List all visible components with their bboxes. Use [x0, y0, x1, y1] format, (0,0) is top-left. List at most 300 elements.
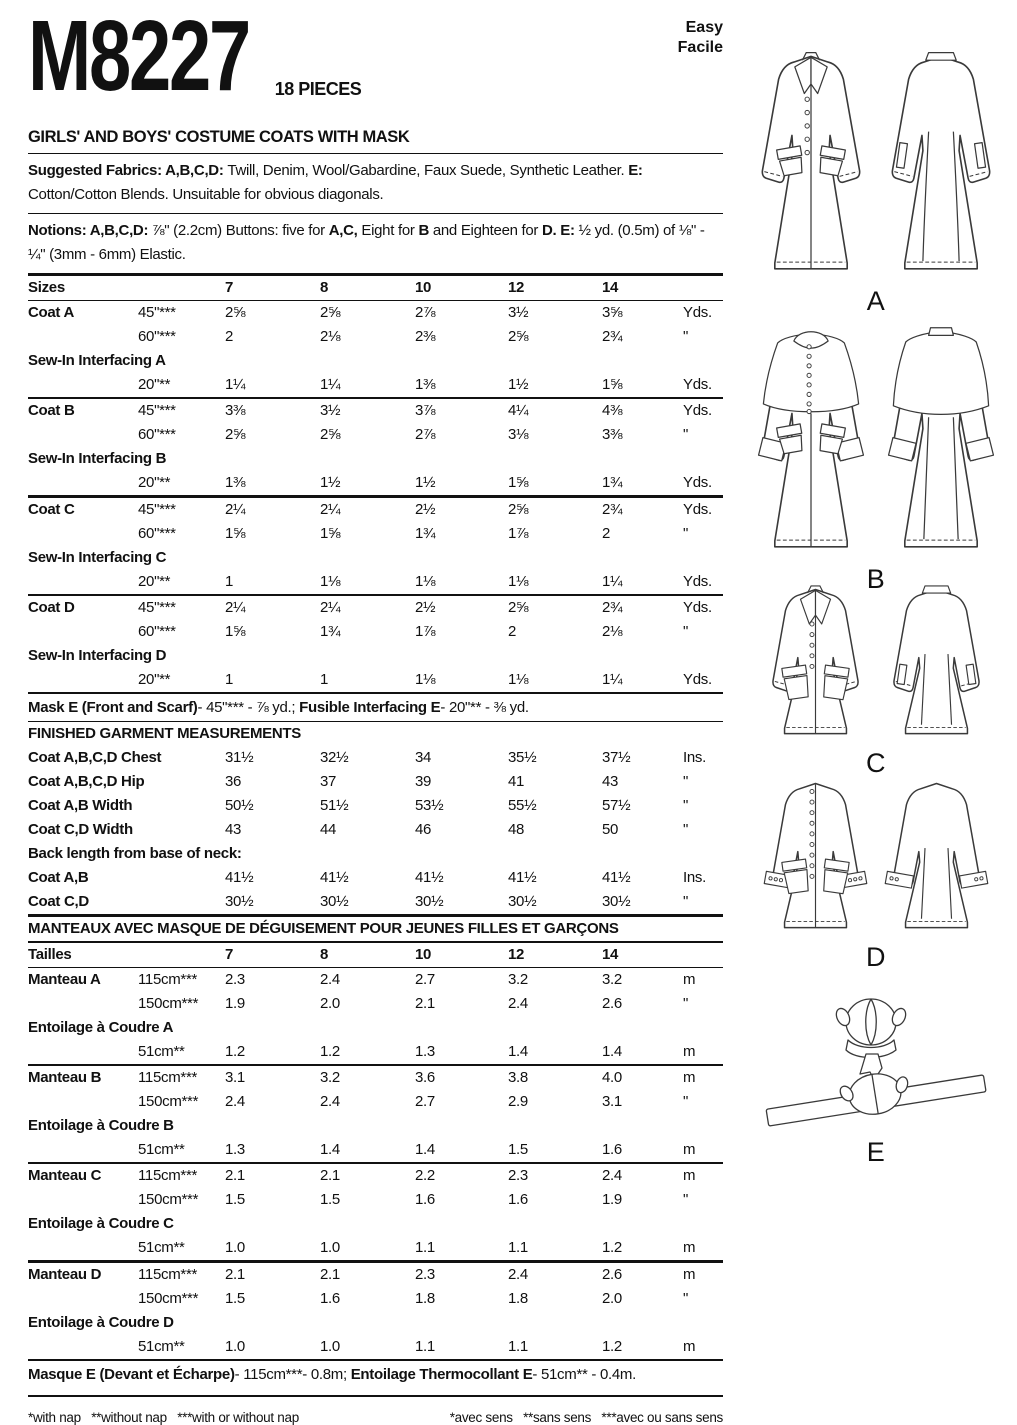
size-value: 3½: [508, 304, 529, 322]
table-data-row: [28, 746, 723, 770]
table-data-row: [28, 471, 723, 495]
size-value: 3.8: [508, 1069, 528, 1087]
size-value: 8: [320, 945, 329, 963]
size-value: 1.6: [602, 1141, 622, 1159]
size-value: 1.5: [508, 1141, 528, 1159]
fabric-width: 20"**: [138, 376, 171, 394]
row-label: Coat C: [28, 500, 75, 518]
size-value: 3.2: [602, 970, 622, 988]
masthead: [28, 0, 723, 114]
size-value: 41½: [320, 869, 349, 887]
unit-label: Yds.: [683, 598, 712, 616]
size-value: 1½: [508, 376, 529, 394]
size-value: 2.1: [320, 1167, 340, 1185]
size-value: 1.9: [602, 1191, 622, 1209]
coat-b-back-illustration: [879, 322, 1003, 562]
table-data-row: [28, 794, 723, 818]
figure-view-b: [742, 322, 1010, 595]
size-value: 1.8: [415, 1289, 435, 1307]
table-data-row: [28, 423, 723, 447]
size-value: 4⅜: [602, 402, 623, 420]
text-segment: ⅞" (2.2cm) Buttons: five for: [152, 222, 329, 239]
size-value: 1.9: [225, 994, 245, 1012]
size-value: 3⅞: [415, 402, 436, 420]
coat-b-front-illustration: [749, 322, 873, 562]
size-value: 1.3: [415, 1042, 435, 1060]
size-value: 2: [225, 328, 234, 346]
figure-view-a: [742, 44, 1010, 317]
size-value: 37½: [602, 749, 631, 767]
size-value: 2.0: [602, 1289, 622, 1307]
size-value: 1.5: [225, 1191, 245, 1209]
size-value: 32½: [320, 749, 349, 767]
size-value: 3⅝: [602, 304, 623, 322]
table-data-row: [28, 522, 723, 546]
unit-label: m: [683, 1239, 696, 1257]
unit-label: Yds.: [683, 304, 712, 322]
size-value: 2.1: [320, 1265, 340, 1283]
table-section-label: Entoilage à Coudre C: [28, 1215, 174, 1233]
size-value: 31½: [225, 749, 254, 767]
footnote-english: *with nap **without nap ***with or without nap: [28, 1409, 299, 1425]
unit-label: ": [683, 893, 689, 911]
text-segment: A,C,: [328, 222, 362, 239]
table-section-label: Entoilage à Coudre A: [28, 1018, 174, 1036]
row-label: Manteau C: [28, 1167, 102, 1185]
size-value: 1¼: [320, 376, 341, 394]
difficulty-en: Easy: [685, 19, 723, 36]
text-segment: Eight for: [361, 222, 419, 239]
size-value: 3⅜: [225, 402, 246, 420]
row-label: Tailles: [28, 945, 72, 963]
size-value: 2¾: [602, 328, 623, 346]
size-value: 2.3: [225, 970, 245, 988]
text-segment: ½ yd. (0.5m) of ⅛" - ¼" (3mm - 6mm) Elastic.: [28, 222, 705, 263]
table-section-label: MANTEAUX AVEC MASQUE DE DÉGUISEMENT POUR JEUNES FILLES ET GARÇONS: [28, 920, 619, 938]
size-value: 30½: [320, 893, 349, 911]
table-header-row: [28, 943, 723, 967]
unit-label: m: [683, 1141, 696, 1159]
pattern-number: M8227: [28, 0, 249, 112]
table-data-row: [28, 1287, 723, 1311]
size-value: 1½: [320, 474, 341, 492]
size-value: 2⅝: [508, 598, 529, 616]
table-data-row: [28, 1188, 723, 1212]
size-value: 2¼: [225, 598, 246, 616]
size-value: 2.4: [508, 1265, 528, 1283]
table-data-row: [28, 818, 723, 842]
size-value: 2.9: [508, 1093, 528, 1111]
table-header-row: [28, 276, 723, 300]
size-value: 2.6: [602, 1265, 622, 1283]
text-segment: - 51cm** - 0.4m.: [532, 1365, 636, 1383]
size-value: 1⅛: [415, 572, 436, 590]
fabric-width: 115cm***: [138, 970, 198, 988]
size-value: 34: [415, 749, 432, 767]
figure-view-e: [742, 992, 1010, 1168]
text-segment: Fusible Interfacing E: [299, 699, 441, 717]
size-value: 1⅞: [415, 622, 436, 640]
unit-label: m: [683, 1069, 696, 1087]
text-segment: Suggested Fabrics:: [28, 162, 166, 179]
size-value: 1.6: [415, 1191, 435, 1209]
size-value: 3.2: [508, 970, 528, 988]
table-data-row: [28, 866, 723, 890]
size-value: 1¾: [415, 524, 436, 542]
size-value: 1.4: [320, 1141, 340, 1159]
table-data-row: [28, 1335, 723, 1359]
size-value: 2¼: [225, 500, 246, 518]
fabric-width: 20"**: [138, 572, 171, 590]
figure-c-label: C: [866, 748, 886, 778]
size-value: 41½: [508, 869, 537, 887]
figure-view-c: [742, 578, 1010, 779]
suggested-fabrics-text: [28, 154, 723, 214]
pieces-count: 18 PIECES: [274, 79, 362, 99]
size-value: 1⅝: [320, 524, 341, 542]
size-value: 14: [602, 945, 619, 963]
size-value: 50½: [225, 797, 254, 815]
size-value: 2¼: [320, 598, 341, 616]
unit-label: ": [683, 524, 689, 542]
text-segment: Masque E (Devant et Écharpe): [28, 1365, 235, 1383]
row-label: Sizes: [28, 279, 65, 296]
size-value: 3.1: [602, 1093, 622, 1111]
size-value: 53½: [415, 797, 444, 815]
size-value: 2¾: [602, 598, 623, 616]
unit-label: m: [683, 1167, 696, 1185]
size-value: 2⅝: [508, 328, 529, 346]
size-value: 41½: [225, 869, 254, 887]
unit-label: Yds.: [683, 670, 712, 688]
unit-label: ": [683, 773, 689, 791]
size-value: 3.2: [320, 1069, 340, 1087]
text-segment: - 20"** - ⅜ yd.: [440, 699, 529, 717]
unit-label: m: [683, 1042, 696, 1060]
size-value: 10: [415, 945, 432, 963]
size-value: 1.2: [602, 1337, 622, 1355]
size-value: 1.3: [225, 1141, 245, 1159]
yardage-table: [28, 276, 723, 1388]
unit-label: ": [683, 797, 689, 815]
table-data-row: [28, 596, 723, 620]
size-value: 2½: [415, 500, 436, 518]
fabric-width: 45"***: [138, 402, 176, 420]
size-value: 30½: [508, 893, 537, 911]
notions-text: [28, 214, 723, 276]
row-label: Manteau B: [28, 1069, 102, 1087]
size-value: 39: [415, 773, 432, 791]
figure-view-d: [742, 772, 1010, 973]
size-value: 1.6: [508, 1191, 528, 1209]
size-value: 1¾: [320, 622, 341, 640]
size-value: 1.0: [225, 1337, 245, 1355]
size-value: 2⅝: [225, 426, 246, 444]
size-value: 48: [508, 821, 525, 839]
fabric-width: 150cm***: [138, 1093, 199, 1111]
row-label: Manteau A: [28, 970, 101, 988]
size-value: 2⅝: [320, 304, 341, 322]
size-value: 50: [602, 821, 619, 839]
unit-label: ": [683, 994, 689, 1012]
table-section-label: Sew-In Interfacing D: [28, 646, 167, 664]
row-label: Coat C,D Width: [28, 821, 133, 839]
size-value: 46: [415, 821, 432, 839]
unit-label: ": [683, 622, 689, 640]
size-value: 1⅝: [225, 622, 246, 640]
row-label: Coat A,B,C,D Chest: [28, 749, 162, 767]
coat-d-front-illustration: [758, 772, 873, 940]
fabric-width: 60"***: [138, 328, 176, 346]
text-segment: Cotton/Cotton Blends. Unsuitable for obvious diagonals.: [28, 186, 384, 203]
size-value: 1⅝: [602, 376, 623, 394]
size-value: 2.4: [508, 994, 528, 1012]
size-value: 1⅞: [508, 524, 529, 542]
size-value: 1.1: [415, 1239, 435, 1257]
footnotes: [28, 1395, 723, 1425]
size-value: 35½: [508, 749, 537, 767]
row-label: Coat A: [28, 304, 74, 322]
size-value: 2⅞: [415, 304, 436, 322]
fabric-width: 60"***: [138, 622, 176, 640]
unit-label: m: [683, 970, 696, 988]
size-value: 41½: [415, 869, 444, 887]
size-value: 12: [508, 945, 525, 963]
text-segment: - 115cm***- 0.8m;: [234, 1365, 351, 1383]
coat-a-back-illustration: [879, 44, 1003, 284]
table-section-label: Back length from base of neck:: [28, 845, 242, 863]
size-value: 1⅛: [508, 670, 529, 688]
size-value: 2⅞: [415, 426, 436, 444]
size-value: 1.2: [225, 1042, 245, 1060]
row-label: Coat A,B: [28, 869, 89, 887]
size-value: 1⅝: [225, 524, 246, 542]
size-value: 1⅜: [415, 376, 436, 394]
size-value: 2⅛: [602, 622, 623, 640]
size-value: 1½: [415, 474, 436, 492]
table-data-row: [28, 1066, 723, 1090]
fabric-width: 51cm**: [138, 1141, 185, 1159]
size-value: 30½: [225, 893, 254, 911]
size-value: 1¼: [225, 376, 246, 394]
size-value: 14: [602, 279, 619, 296]
unit-label: m: [683, 1265, 696, 1283]
unit-label: ": [683, 821, 689, 839]
unit-label: Yds.: [683, 572, 712, 590]
table-note: [28, 1361, 723, 1388]
size-value: 2.7: [415, 1093, 435, 1111]
size-value: 4¼: [508, 402, 529, 420]
fabric-width: 60"***: [138, 524, 176, 542]
table-data-row: [28, 770, 723, 794]
table-data-row: [28, 498, 723, 522]
size-value: 1.0: [320, 1337, 340, 1355]
row-label: Coat D: [28, 598, 75, 616]
size-value: 30½: [602, 893, 631, 911]
figure-b-label: B: [866, 564, 886, 594]
size-value: 2.4: [320, 1093, 340, 1111]
text-segment: Twill, Denim, Wool/Gabardine, Faux Suede, Synthetic Leather.: [227, 162, 629, 179]
unit-label: ": [683, 328, 689, 346]
size-value: 1.5: [225, 1289, 245, 1307]
unit-label: m: [683, 1337, 696, 1355]
fabric-width: 150cm***: [138, 1289, 199, 1307]
table-section-label: FINISHED GARMENT MEASUREMENTS: [28, 725, 301, 743]
fabric-width: 20"**: [138, 474, 171, 492]
size-value: 2¾: [602, 500, 623, 518]
size-value: 37: [320, 773, 337, 791]
row-label: Coat B: [28, 402, 75, 420]
size-value: 2.1: [225, 1265, 245, 1283]
size-value: 1⅝: [508, 474, 529, 492]
table-data-row: [28, 1040, 723, 1064]
table-data-row: [28, 1263, 723, 1287]
text-segment: and Eighteen for: [432, 222, 542, 239]
text-segment: Notions: A,B,C,D:: [28, 222, 153, 239]
size-value: 2.1: [415, 994, 435, 1012]
size-value: 10: [415, 279, 432, 296]
size-value: 2⅜: [415, 328, 436, 346]
unit-label: ": [683, 1289, 689, 1307]
table-section-label: Entoilage à Coudre D: [28, 1313, 174, 1331]
footnote-french: *avec sens **sans sens ***avec ou sans sens: [449, 1409, 723, 1425]
fabric-width: 150cm***: [138, 1191, 199, 1209]
figure-e-label: E: [866, 1137, 886, 1167]
unit-label: Ins.: [683, 749, 706, 767]
size-value: 1: [225, 572, 234, 590]
size-value: 1⅛: [415, 670, 436, 688]
table-section-label: Entoilage à Coudre B: [28, 1117, 174, 1135]
fabric-width: 150cm***: [138, 994, 199, 1012]
size-value: 2.7: [415, 970, 435, 988]
size-value: 2½: [415, 598, 436, 616]
size-value: 1.2: [320, 1042, 340, 1060]
size-value: 1.2: [602, 1239, 622, 1257]
fabric-width: 45"***: [138, 304, 176, 322]
table-data-row: [28, 399, 723, 423]
fabric-width: 115cm***: [138, 1167, 198, 1185]
size-value: 2⅝: [508, 500, 529, 518]
table-data-row: [28, 1236, 723, 1260]
size-value: 12: [508, 279, 525, 296]
fabric-width: 115cm***: [138, 1265, 198, 1283]
table-data-row: [28, 992, 723, 1016]
table-section-label: Sew-In Interfacing C: [28, 548, 167, 566]
size-value: 2.0: [320, 994, 340, 1012]
size-value: 4.0: [602, 1069, 622, 1087]
row-label: Coat A,B Width: [28, 797, 133, 815]
fabric-width: 51cm**: [138, 1337, 185, 1355]
size-value: 1¾: [602, 474, 623, 492]
unit-label: ": [683, 1191, 689, 1209]
unit-label: ": [683, 426, 689, 444]
unit-label: Yds.: [683, 376, 712, 394]
size-value: 30½: [415, 893, 444, 911]
size-value: 1¼: [602, 670, 623, 688]
unit-label: Ins.: [683, 869, 706, 887]
figure-d-label: D: [866, 942, 886, 972]
size-value: 1: [320, 670, 329, 688]
size-value: 1.4: [415, 1141, 435, 1159]
text-segment: B: [418, 222, 433, 239]
size-value: 2.3: [508, 1167, 528, 1185]
fabric-width: 45"***: [138, 598, 176, 616]
fabric-width: 51cm**: [138, 1239, 185, 1257]
size-value: 1.1: [508, 1239, 528, 1257]
size-value: 43: [225, 821, 242, 839]
size-value: 1.4: [602, 1042, 622, 1060]
size-value: 1.1: [415, 1337, 435, 1355]
size-value: 1⅜: [225, 474, 246, 492]
size-value: 41: [508, 773, 525, 791]
size-value: 1.1: [508, 1337, 528, 1355]
size-value: 36: [225, 773, 242, 791]
size-value: 7: [225, 279, 234, 296]
fabric-width: 51cm**: [138, 1042, 185, 1060]
size-value: 2.4: [225, 1093, 245, 1111]
table-data-row: [28, 968, 723, 992]
size-value: 3.1: [225, 1069, 245, 1087]
size-value: 3⅜: [602, 426, 623, 444]
table-data-row: [28, 325, 723, 349]
text-segment: - 45"*** - ⅞ yd.;: [197, 699, 300, 717]
size-value: 1.8: [508, 1289, 528, 1307]
size-value: 1.0: [320, 1239, 340, 1257]
row-label: Coat C,D: [28, 893, 89, 911]
coat-c-back-illustration: [879, 578, 994, 746]
size-value: 1⅛: [320, 572, 341, 590]
main-content: [28, 0, 723, 1425]
size-value: 2.2: [415, 1167, 435, 1185]
table-data-row: [28, 570, 723, 594]
fabric-width: 20"**: [138, 670, 171, 688]
fabric-width: 45"***: [138, 500, 176, 518]
coat-a-front-illustration: [749, 44, 873, 284]
size-value: 2: [508, 622, 517, 640]
size-value: 2.3: [415, 1265, 435, 1283]
size-value: 8: [320, 279, 329, 296]
unit-label: Yds.: [683, 500, 712, 518]
text-segment: Entoilage Thermocollant E: [350, 1365, 533, 1383]
unit-label: Yds.: [683, 402, 712, 420]
size-value: 1⅛: [508, 572, 529, 590]
size-value: 41½: [602, 869, 631, 887]
size-value: 1.4: [508, 1042, 528, 1060]
size-value: 2.4: [320, 970, 340, 988]
size-value: 57½: [602, 797, 631, 815]
size-value: 3½: [320, 402, 341, 420]
table-data-row: [28, 620, 723, 644]
size-value: 3.6: [415, 1069, 435, 1087]
size-value: 1¼: [602, 572, 623, 590]
coat-d-back-illustration: [879, 772, 994, 940]
fabric-width: 60"***: [138, 426, 176, 444]
size-value: 55½: [508, 797, 537, 815]
size-value: 2⅛: [320, 328, 341, 346]
table-data-row: [28, 1138, 723, 1162]
row-label: Manteau D: [28, 1265, 102, 1283]
size-value: 1.5: [320, 1191, 340, 1209]
figure-a-label: A: [866, 286, 886, 316]
table-data-row: [28, 890, 723, 914]
size-value: 2⅝: [225, 304, 246, 322]
table-data-row: [28, 668, 723, 692]
size-value: 1.6: [320, 1289, 340, 1307]
size-value: 2⅝: [320, 426, 341, 444]
size-value: 1.0: [225, 1239, 245, 1257]
size-value: 2¼: [320, 500, 341, 518]
size-value: 43: [602, 773, 619, 791]
